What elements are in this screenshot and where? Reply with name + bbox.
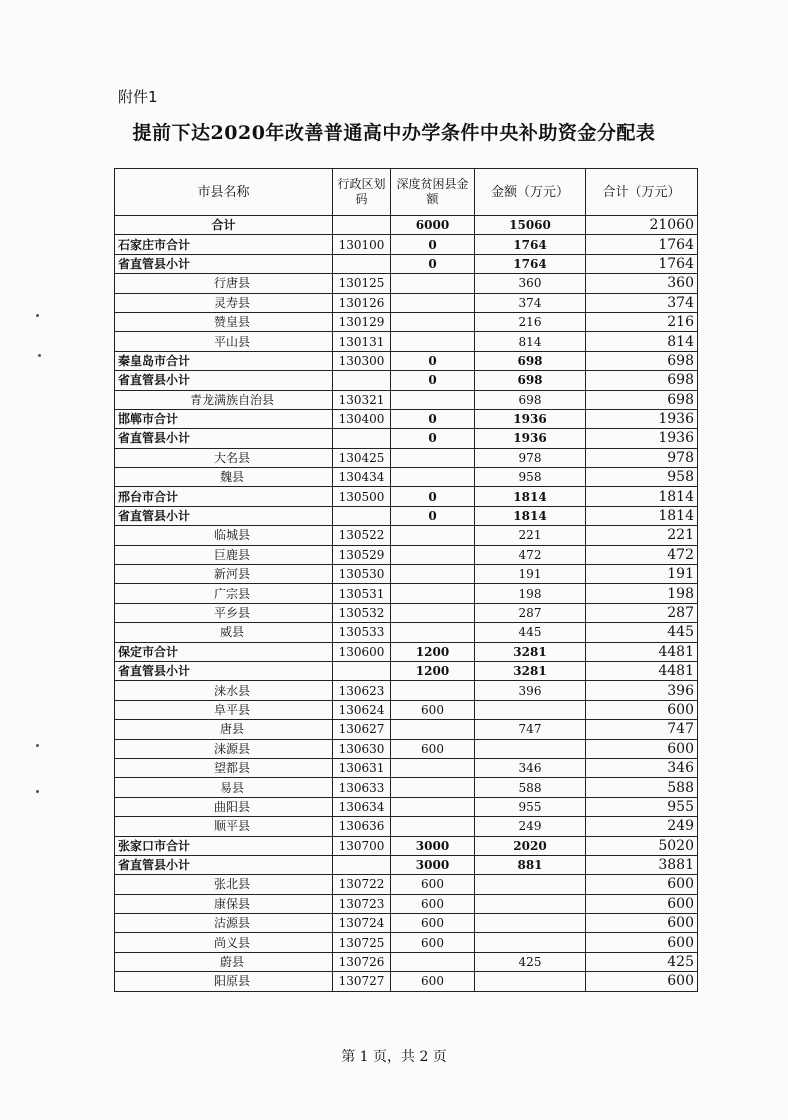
cell-amount <box>475 894 586 913</box>
cell-total: 4481 <box>586 661 698 680</box>
cell-name: 威县 <box>115 623 333 642</box>
cell-name: 阜平县 <box>115 700 333 719</box>
table-row <box>115 390 698 409</box>
cell-deep-poverty-amount: 0 <box>391 254 475 273</box>
cell-deep-poverty-amount <box>391 778 475 797</box>
cell-code: 130723 <box>333 894 391 913</box>
cell-code: 130600 <box>333 642 391 661</box>
cell-amount: 1936 <box>475 409 586 428</box>
cell-code: 130529 <box>333 545 391 564</box>
cell-deep-poverty-amount: 3000 <box>391 855 475 874</box>
cell-code: 130623 <box>333 681 391 700</box>
cell-amount: 374 <box>475 293 586 312</box>
cell-deep-poverty-amount <box>391 390 475 409</box>
cell-name: 易县 <box>115 778 333 797</box>
cell-code: 130724 <box>333 914 391 933</box>
cell-name: 望都县 <box>115 758 333 777</box>
cell-total: 600 <box>586 875 698 894</box>
cell-deep-poverty-amount: 0 <box>391 429 475 448</box>
cell-name: 秦皇岛市合计 <box>115 351 333 370</box>
scan-speck <box>36 790 39 793</box>
cell-name: 新河县 <box>115 565 333 584</box>
table-row <box>115 332 698 351</box>
table-row <box>115 739 698 758</box>
cell-total: 216 <box>586 312 698 331</box>
header-code: 行政区划码 <box>333 169 391 216</box>
table-row <box>115 506 698 525</box>
cell-amount: 191 <box>475 565 586 584</box>
cell-total: 360 <box>586 274 698 293</box>
cell-deep-poverty-amount: 3000 <box>391 836 475 855</box>
cell-deep-poverty-amount <box>391 448 475 467</box>
cell-amount: 396 <box>475 681 586 700</box>
cell-name: 省直管县小计 <box>115 506 333 525</box>
table-row <box>115 565 698 584</box>
table-row <box>115 836 698 855</box>
cell-code: 130631 <box>333 758 391 777</box>
cell-name: 石家庄市合计 <box>115 235 333 254</box>
scan-speck <box>36 744 39 747</box>
cell-name: 省直管县小计 <box>115 429 333 448</box>
table-row <box>115 875 698 894</box>
cell-amount: 2020 <box>475 836 586 855</box>
table-row <box>115 778 698 797</box>
cell-name: 魏县 <box>115 468 333 487</box>
cell-deep-poverty-amount <box>391 720 475 739</box>
cell-total: 472 <box>586 545 698 564</box>
cell-name: 省直管县小计 <box>115 661 333 680</box>
cell-code: 130300 <box>333 351 391 370</box>
cell-name: 临城县 <box>115 526 333 545</box>
cell-name: 邯郸市合计 <box>115 409 333 428</box>
cell-total: 698 <box>586 390 698 409</box>
cell-total: 21060 <box>586 216 698 235</box>
table-row <box>115 914 698 933</box>
cell-deep-poverty-amount <box>391 584 475 603</box>
cell-code: 130634 <box>333 797 391 816</box>
cell-deep-poverty-amount <box>391 332 475 351</box>
cell-total: 425 <box>586 952 698 971</box>
cell-amount: 955 <box>475 797 586 816</box>
cell-total: 1764 <box>586 254 698 273</box>
table-row <box>115 526 698 545</box>
cell-amount: 814 <box>475 332 586 351</box>
cell-code: 130522 <box>333 526 391 545</box>
cell-code: 130400 <box>333 409 391 428</box>
cell-amount: 978 <box>475 448 586 467</box>
cell-total: 1764 <box>586 235 698 254</box>
cell-deep-poverty-amount: 600 <box>391 894 475 913</box>
table-row <box>115 603 698 622</box>
cell-deep-poverty-amount <box>391 293 475 312</box>
table-row <box>115 817 698 836</box>
cell-total: 747 <box>586 720 698 739</box>
cell-code: 130100 <box>333 235 391 254</box>
cell-amount: 698 <box>475 371 586 390</box>
table-row <box>115 623 698 642</box>
cell-deep-poverty-amount <box>391 565 475 584</box>
cell-code: 130725 <box>333 933 391 952</box>
cell-deep-poverty-amount: 600 <box>391 700 475 719</box>
table-row <box>115 487 698 506</box>
cell-amount: 3281 <box>475 661 586 680</box>
cell-name: 巨鹿县 <box>115 545 333 564</box>
cell-code: 130530 <box>333 565 391 584</box>
table-row <box>115 584 698 603</box>
cell-amount: 198 <box>475 584 586 603</box>
table-row <box>115 409 698 428</box>
cell-code: 130722 <box>333 875 391 894</box>
cell-amount: 216 <box>475 312 586 331</box>
cell-name: 张家口市合计 <box>115 836 333 855</box>
cell-name: 省直管县小计 <box>115 855 333 874</box>
cell-deep-poverty-amount <box>391 797 475 816</box>
cell-amount: 15060 <box>475 216 586 235</box>
cell-deep-poverty-amount <box>391 623 475 642</box>
cell-deep-poverty-amount: 0 <box>391 409 475 428</box>
cell-amount: 958 <box>475 468 586 487</box>
cell-total: 3881 <box>586 855 698 874</box>
cell-amount <box>475 972 586 991</box>
cell-total: 600 <box>586 700 698 719</box>
cell-name: 合计 <box>115 216 333 235</box>
cell-total: 958 <box>586 468 698 487</box>
cell-deep-poverty-amount: 600 <box>391 972 475 991</box>
cell-code: 130633 <box>333 778 391 797</box>
attachment-label: 附件1 <box>118 88 158 106</box>
cell-amount: 3281 <box>475 642 586 661</box>
cell-deep-poverty-amount <box>391 526 475 545</box>
cell-deep-poverty-amount <box>391 952 475 971</box>
table-row <box>115 371 698 390</box>
cell-total: 600 <box>586 914 698 933</box>
cell-amount: 881 <box>475 855 586 874</box>
cell-name: 平山县 <box>115 332 333 351</box>
cell-deep-poverty-amount <box>391 758 475 777</box>
scan-speck <box>36 314 39 317</box>
cell-total: 249 <box>586 817 698 836</box>
table-row <box>115 700 698 719</box>
cell-code <box>333 506 391 525</box>
cell-name: 广宗县 <box>115 584 333 603</box>
cell-code: 130129 <box>333 312 391 331</box>
cell-deep-poverty-amount: 600 <box>391 933 475 952</box>
cell-deep-poverty-amount: 0 <box>391 351 475 370</box>
table-row <box>115 254 698 273</box>
cell-code: 130532 <box>333 603 391 622</box>
cell-code <box>333 371 391 390</box>
table-row <box>115 642 698 661</box>
cell-amount <box>475 914 586 933</box>
cell-name: 阳原县 <box>115 972 333 991</box>
table-row <box>115 797 698 816</box>
table-body <box>115 216 698 992</box>
cell-amount: 1764 <box>475 235 586 254</box>
cell-amount: 425 <box>475 952 586 971</box>
cell-code: 130531 <box>333 584 391 603</box>
cell-code: 130533 <box>333 623 391 642</box>
cell-deep-poverty-amount <box>391 545 475 564</box>
cell-amount <box>475 739 586 758</box>
cell-name: 大名县 <box>115 448 333 467</box>
cell-name: 灵寿县 <box>115 293 333 312</box>
cell-deep-poverty-amount: 600 <box>391 914 475 933</box>
table-row <box>115 468 698 487</box>
cell-deep-poverty-amount <box>391 312 475 331</box>
cell-name: 沽源县 <box>115 914 333 933</box>
cell-name: 尚义县 <box>115 933 333 952</box>
cell-total: 5020 <box>586 836 698 855</box>
header-amount: 金额（万元） <box>475 169 586 216</box>
cell-amount: 249 <box>475 817 586 836</box>
cell-code <box>333 216 391 235</box>
cell-deep-poverty-amount <box>391 274 475 293</box>
cell-total: 588 <box>586 778 698 797</box>
cell-name: 顺平县 <box>115 817 333 836</box>
cell-code: 130425 <box>333 448 391 467</box>
table-row <box>115 952 698 971</box>
table-row <box>115 216 698 235</box>
cell-code: 130636 <box>333 817 391 836</box>
header-name: 市县名称 <box>115 169 333 216</box>
cell-amount: 747 <box>475 720 586 739</box>
cell-deep-poverty-amount: 0 <box>391 506 475 525</box>
cell-total: 1814 <box>586 506 698 525</box>
cell-code: 130700 <box>333 836 391 855</box>
cell-amount: 1814 <box>475 506 586 525</box>
table-row <box>115 448 698 467</box>
cell-amount: 588 <box>475 778 586 797</box>
cell-name: 平乡县 <box>115 603 333 622</box>
cell-code: 130434 <box>333 468 391 487</box>
cell-name: 赞皇县 <box>115 312 333 331</box>
cell-deep-poverty-amount: 1200 <box>391 642 475 661</box>
cell-code: 130125 <box>333 274 391 293</box>
scan-speck <box>38 354 41 357</box>
cell-deep-poverty-amount <box>391 468 475 487</box>
cell-deep-poverty-amount: 1200 <box>391 661 475 680</box>
cell-total: 698 <box>586 351 698 370</box>
cell-total: 445 <box>586 623 698 642</box>
table-row <box>115 681 698 700</box>
cell-name: 张北县 <box>115 875 333 894</box>
cell-total: 814 <box>586 332 698 351</box>
cell-name: 行唐县 <box>115 274 333 293</box>
cell-amount: 698 <box>475 351 586 370</box>
cell-total: 198 <box>586 584 698 603</box>
cell-code <box>333 661 391 680</box>
cell-code: 130321 <box>333 390 391 409</box>
cell-name: 曲阳县 <box>115 797 333 816</box>
cell-total: 600 <box>586 933 698 952</box>
cell-amount: 346 <box>475 758 586 777</box>
table-row <box>115 758 698 777</box>
cell-amount: 445 <box>475 623 586 642</box>
cell-code <box>333 429 391 448</box>
cell-total: 221 <box>586 526 698 545</box>
cell-total: 287 <box>586 603 698 622</box>
cell-code: 130630 <box>333 739 391 758</box>
allocation-table <box>114 168 698 992</box>
table-row <box>115 894 698 913</box>
cell-name: 保定市合计 <box>115 642 333 661</box>
cell-total: 1936 <box>586 429 698 448</box>
table-row <box>115 351 698 370</box>
table-row <box>115 429 698 448</box>
table-header-row <box>115 169 698 216</box>
cell-name: 省直管县小计 <box>115 254 333 273</box>
page-footer: 第 1 页，共 2 页 <box>341 1049 447 1065</box>
cell-total: 346 <box>586 758 698 777</box>
cell-name: 康保县 <box>115 894 333 913</box>
cell-total: 191 <box>586 565 698 584</box>
cell-deep-poverty-amount <box>391 681 475 700</box>
table-row <box>115 312 698 331</box>
cell-code: 130727 <box>333 972 391 991</box>
table-row <box>115 235 698 254</box>
cell-name: 省直管县小计 <box>115 371 333 390</box>
cell-amount <box>475 933 586 952</box>
cell-amount: 472 <box>475 545 586 564</box>
cell-code: 130726 <box>333 952 391 971</box>
cell-deep-poverty-amount <box>391 817 475 836</box>
cell-total: 978 <box>586 448 698 467</box>
cell-amount: 698 <box>475 390 586 409</box>
cell-total: 396 <box>586 681 698 700</box>
cell-code: 130624 <box>333 700 391 719</box>
cell-total: 600 <box>586 739 698 758</box>
cell-amount: 1936 <box>475 429 586 448</box>
cell-deep-poverty-amount: 600 <box>391 739 475 758</box>
cell-deep-poverty-amount: 6000 <box>391 216 475 235</box>
table-row <box>115 545 698 564</box>
cell-total: 955 <box>586 797 698 816</box>
table-row <box>115 933 698 952</box>
cell-code: 130131 <box>333 332 391 351</box>
cell-code <box>333 254 391 273</box>
cell-name: 邢台市合计 <box>115 487 333 506</box>
cell-amount: 1814 <box>475 487 586 506</box>
cell-total: 600 <box>586 894 698 913</box>
cell-total: 4481 <box>586 642 698 661</box>
table-row <box>115 972 698 991</box>
cell-amount: 287 <box>475 603 586 622</box>
cell-code: 130627 <box>333 720 391 739</box>
cell-amount: 221 <box>475 526 586 545</box>
cell-amount <box>475 700 586 719</box>
header-deep-poverty-amount: 深度贫困县金额 <box>391 169 475 216</box>
cell-total: 374 <box>586 293 698 312</box>
cell-code: 130500 <box>333 487 391 506</box>
cell-deep-poverty-amount: 0 <box>391 371 475 390</box>
cell-amount: 1764 <box>475 254 586 273</box>
cell-deep-poverty-amount: 0 <box>391 235 475 254</box>
cell-name: 涞水县 <box>115 681 333 700</box>
cell-name: 唐县 <box>115 720 333 739</box>
cell-code <box>333 855 391 874</box>
table-row <box>115 855 698 874</box>
cell-amount <box>475 875 586 894</box>
cell-total: 1936 <box>586 409 698 428</box>
cell-amount: 360 <box>475 274 586 293</box>
cell-name: 涞源县 <box>115 739 333 758</box>
cell-name: 蔚县 <box>115 952 333 971</box>
cell-name: 青龙满族自治县 <box>115 390 333 409</box>
header-total: 合计（万元） <box>586 169 698 216</box>
page-title: 提前下达2020年改善普通高中办学条件中央补助资金分配表 <box>132 122 656 144</box>
cell-deep-poverty-amount <box>391 603 475 622</box>
cell-deep-poverty-amount: 0 <box>391 487 475 506</box>
table-row <box>115 274 698 293</box>
cell-total: 600 <box>586 972 698 991</box>
cell-total: 698 <box>586 371 698 390</box>
table-row <box>115 720 698 739</box>
table-row <box>115 293 698 312</box>
cell-total: 1814 <box>586 487 698 506</box>
cell-code: 130126 <box>333 293 391 312</box>
table-row <box>115 661 698 680</box>
cell-deep-poverty-amount: 600 <box>391 875 475 894</box>
